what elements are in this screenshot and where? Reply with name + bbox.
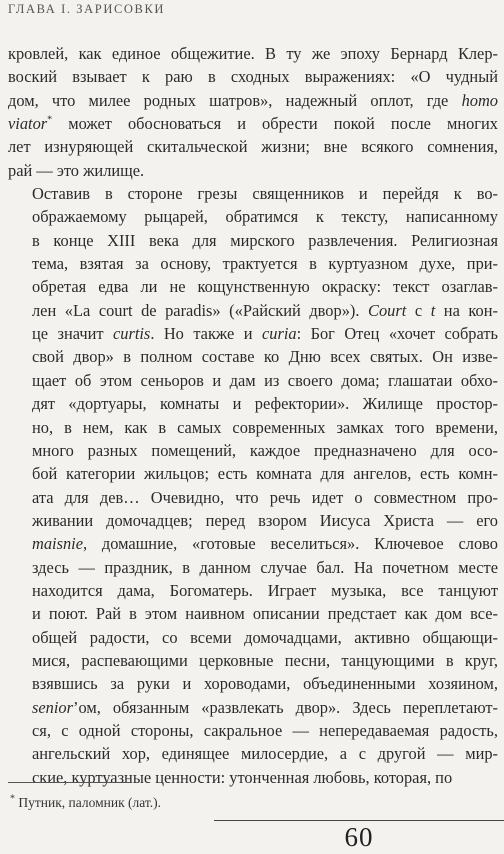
text-run: на кон- bbox=[435, 300, 498, 320]
text-run: лен «La court de paradis» («Райский двор»). bbox=[32, 300, 369, 320]
text-run: и поют. Рай в этом наивном описании предстает как дом все- bbox=[32, 604, 498, 624]
text-line bbox=[8, 486, 498, 509]
italic-term: Court bbox=[368, 300, 407, 320]
italic-term: curia bbox=[261, 324, 297, 344]
text-line bbox=[8, 322, 498, 345]
text-run: может обосноваться и обрести покой после многих bbox=[52, 114, 498, 134]
text-line bbox=[8, 89, 498, 112]
text-line bbox=[8, 626, 498, 649]
italic-term: homo bbox=[461, 90, 498, 110]
text-line bbox=[8, 742, 498, 765]
text-run: це значит bbox=[32, 324, 113, 344]
text-line bbox=[8, 556, 498, 579]
page-number: 60 bbox=[344, 822, 374, 852]
text-line bbox=[8, 392, 498, 415]
text-run: Оставив в стороне грезы священников и перейдя к во- bbox=[32, 184, 498, 204]
text-run: дят «дортуары, комнаты и рефектории». Жилище простор- bbox=[32, 394, 498, 414]
text-line bbox=[8, 252, 498, 275]
text-line bbox=[8, 42, 498, 65]
text-line bbox=[8, 159, 498, 182]
text-line bbox=[8, 719, 498, 742]
text-run: взявшись за руки и хороводами, объединенными хозяином, bbox=[32, 674, 498, 694]
text-line bbox=[8, 462, 498, 485]
text-run: здесь — праздник, в данном случае бал. На почетном месте bbox=[32, 557, 498, 577]
italic-term: t bbox=[430, 300, 436, 320]
text-run: свой двор» в полном составе ко Дню всех святых. Он извe- bbox=[32, 347, 498, 367]
italic-term: curtis bbox=[112, 324, 151, 344]
text-run: общей радости, со всеми домочадцами, активно общающи- bbox=[32, 627, 498, 647]
text-run: обретая едва ли не кощунственную окраску: текст озаглав- bbox=[32, 277, 498, 297]
text-run: рай — это жилище. bbox=[8, 160, 145, 180]
text-run: много разных помещений, каждое предназначено для осо- bbox=[32, 440, 498, 460]
italic-term: maisnie bbox=[32, 534, 83, 554]
text-run: кровлей, как единое общежитие. В ту же эпоху Бернард Клер- bbox=[8, 44, 498, 63]
text-line bbox=[8, 416, 498, 439]
text-run: . Но также и bbox=[150, 324, 262, 344]
text-run: ангельский хор, единящее милосердие, а с другой — мир- bbox=[32, 744, 498, 764]
text-line bbox=[8, 369, 498, 392]
text-line bbox=[8, 509, 498, 532]
text-run: лет изнуряющей скитальческой жизни; вне всякого сомнения, bbox=[8, 137, 498, 157]
text-line bbox=[8, 299, 498, 322]
text-run: бой категории жильцов; есть комната для ангелов, есть комн- bbox=[32, 464, 498, 484]
text-line bbox=[8, 579, 498, 602]
text-run: воский взывает к раю в сходных выражениях: «О чудный bbox=[8, 67, 498, 87]
text-run: ображаемому рыцарей, обратимся к тексту, написанному bbox=[32, 207, 498, 227]
text-line bbox=[8, 602, 498, 625]
footnote bbox=[10, 795, 161, 811]
text-run: ’ом, обязанным «развлекать двор». Здесь переплетают- bbox=[72, 697, 498, 717]
text-run: в конце XIII века для мирского развлечения. Религиозная bbox=[32, 230, 498, 250]
text-run: ские, куртуазные ценности: утонченная любовь, которая, по bbox=[32, 767, 453, 787]
text-run: ся, с одной стороны, сакральное — непередаваемая радость, bbox=[32, 720, 498, 740]
text-line bbox=[8, 135, 498, 158]
text-line bbox=[8, 439, 498, 462]
text-line bbox=[8, 672, 498, 695]
text-run: мися, распевающими церковные песни, танцующими в круг, bbox=[32, 650, 498, 670]
text-run: ата для дев… Очевидно, что речь идет о совместном про- bbox=[32, 487, 498, 507]
running-header: ГЛАВА I. ЗАРИСОВКИ bbox=[8, 2, 166, 16]
text-run: находится дама, Богоматерь. Играет музыка, все танцуют bbox=[32, 580, 498, 600]
footnote-marker: * bbox=[10, 793, 15, 805]
text-run: тема, взятая за основу, трактуется в куртуазном духе, при- bbox=[32, 254, 498, 274]
text-run: щает об этом сеньоров и дам из своего дома; глашатаи обхо- bbox=[32, 370, 498, 390]
italic-term: senior bbox=[32, 697, 73, 717]
text-line bbox=[8, 65, 498, 88]
paragraph bbox=[8, 42, 498, 182]
text-line bbox=[8, 345, 498, 368]
paragraph bbox=[8, 182, 498, 789]
text-line bbox=[8, 275, 498, 298]
text-line bbox=[8, 229, 498, 252]
footnote-divider bbox=[8, 782, 132, 783]
text-run: : Бог Отец «хочет собрать bbox=[296, 324, 498, 344]
text-run: дом, что милее родных шатров», надежный оплот, где bbox=[8, 90, 462, 110]
text-line bbox=[8, 696, 498, 719]
text-line bbox=[8, 532, 498, 555]
text-run: живании домочадцев; перед взором Иисуса Христа — его bbox=[32, 510, 498, 530]
page-number-rule bbox=[214, 820, 504, 821]
italic-term: viator bbox=[8, 114, 48, 134]
text-line bbox=[8, 766, 498, 789]
text-run: но, в нем, как в самых современных замках того времени, bbox=[32, 417, 498, 437]
text-run: , домашние, «готовые веселиться». Ключевое слово bbox=[83, 534, 498, 554]
text-line bbox=[8, 649, 498, 672]
body-text bbox=[8, 42, 498, 789]
footnote-text: Путник, паломник (лат.). bbox=[18, 795, 162, 810]
text-line bbox=[8, 112, 498, 135]
text-line bbox=[8, 182, 498, 205]
text-run: с bbox=[406, 300, 431, 320]
text-line bbox=[8, 205, 498, 228]
footnote-ref: * bbox=[47, 114, 53, 126]
